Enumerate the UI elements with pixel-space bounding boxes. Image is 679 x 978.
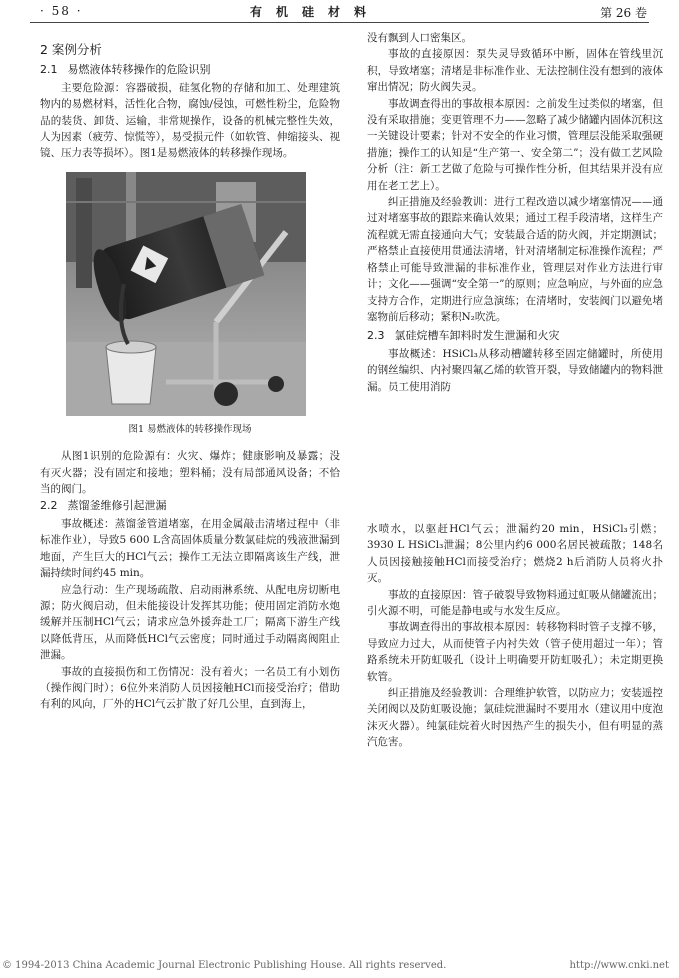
footer-url[interactable]: http://www.cnki.net [569,960,669,971]
page-footer [0,958,679,978]
journal-title: 有机硅材料 [250,5,381,19]
copyright-notice: © 1994-2013 China Academic Journal Electronic Publishing House. All rights reserved. [2,960,447,971]
subsection-number: 2.3 [367,329,385,343]
page-number: · 58 · [40,4,83,18]
paragraph: 事故的直接原因：管子破裂导致物料通过虹吸从储罐流出；引火源不明，可能是静电或与水发生反应。 [367,588,663,617]
section-title: 2 案例分析 [40,42,102,57]
paragraph: 水喷水，以驱赶HCl气云；泄漏约20 min，HSiCl₃引燃；3930 L HSiCl₃泄漏；8公里内约6 000名居民被疏散；148名人员因接触接触HCl而接受治疗；燃烧2 h后消防人员将火扑灭。 [367,522,663,585]
paragraph: 事故调查得出的事故根本原因：之前发生过类似的堵塞，但没有采取措施；变更管理不力——忽略了减少储罐内固体沉积这一关键设计要素；针对不安全的作业习惯，管理层没能采取强硬措施；操作工的认知是“生产第一、安全第二”；没有做工艺风险分析（注：新工艺做了危险与可操作性分析，但其结果并没有应用在老工艺上）。 [367,97,663,192]
paragraph: 事故概述：HSiCl₃从移动槽罐转移至固定储罐时，所使用的钢丝编织、内衬聚四氟乙烯的软管开裂，导致储罐内的物料泄漏。员工使用消防 [367,347,663,393]
paragraph: 没有飘到人口密集区。 [367,32,472,44]
subsection-number: 2.1 [40,63,58,77]
paragraph: 事故的直接原因：泵失灵导致循环中断，固体在管线里沉积，导致堵塞；清堵是非标准作业、无法控制住没有想到的液体窜出情况；防火阀失灵。 [367,48,663,94]
subsection-2-1-heading [40,62,340,78]
subsection-title: 蒸馏釜维修引起泄漏 [67,499,167,513]
page-header [0,0,679,26]
paragraph: 事故的直接损伤和工伤情况：没有着火；一名员工有小划伤（操作阀门时）；6位外来消防人员因接触HCl而接受治疗；借助有利的风向，厂外的HCl气云扩散了好几公里，直到海上， [40,665,340,711]
subsection-title: 氯硅烷槽车卸料时发生泄漏和火灾 [394,329,560,343]
figure-photo [66,172,306,416]
paragraph: 应急行动：生产现场疏散、启动雨淋系统、从配电房切断电源；防火阀启动，但未能接设计发挥其功能；使用固定消防水炮缓解并压制HCl气云；请求应急外援奔赴工厂；隔离下游生产线以降低背压，从而降低HCl气云密度；同时通过手动隔离阀阻止泄漏。 [40,583,340,662]
paragraph: 从图1识别的危险源有：火灾、爆炸；健康影响及暴露；没有灭火器；没有固定和接地；塑料桶；没有局部通风设备；不恰当的阀门。 [40,450,340,496]
paragraph: 纠正措施及经验教训：合理维护软管，以防应力；安装遥控关闭阀以及防虹吸设施；氯硅烷泄漏时不要用水（建议用中度泡沫灭火器）。纯氯硅烷着火时因热产生的损失小，但有明显的蒸汽危害。 [367,687,663,749]
subsection-2-3-heading [367,328,663,344]
paragraph: 纠正措施及经验教训：进行工程改造以减少堵塞情况——通过对堵塞事故的跟踪来确认效果；通过工程手段清堵，这样生产流程就无需直接通向大气；安装最合适的防火阀，并定期测试；严格禁止直接使用贯通法清堵，针对清堵制定标准操作流程；严格禁止可能导致泄漏的非标准作业，管理层对作业方法进行审计；文化——强调“安全第一”的原则；应急响应，与外面的应急支持方合作，定期进行应急演练；在清堵时，安装阀门以避免堵塞物前后移动；紧积N₂吹洗。 [367,196,663,323]
subsection-number: 2.2 [40,499,58,513]
left-column [40,30,340,713]
blank-space [367,395,663,521]
paragraph: 主要危险源：容器破损，硅氢化物的存储和加工、处理建筑物内的易燃材料，活性化合物，腐蚀/侵蚀，可燃性粉尘，危险物品的装货、卸货、运输，非常规操作，设备的机械完整性失效，人为因素（疲劳、惊慌等），易受损元件（如软管、伸缩接头、视镜、压力表等损坏）。图1是易燃液体的转移操作现场。 [40,81,340,160]
figure-caption: 图1 易燃液体的转移操作现场 [128,423,252,435]
paragraph: 事故概述：蒸馏釜管道堵塞，在用金属敲击清堵过程中（非标准作业），导致5 600 L含高固体质量分数氯硅烷的残液泄漏到地面，产生巨大的HCl气云；操作工无法立即隔离该生产线，泄漏持续时间约45 min。 [40,517,340,580]
subsection-title: 易燃液体转移操作的危险识别 [67,63,211,77]
header-rule [30,22,649,23]
right-column [367,30,663,751]
paragraph: 事故调查得出的事故根本原因：转移物料时管子支撑不够，导致应力过大，从而使管子内衬失效（管子使用超过一年）；管路系统未开防虹吸孔（设计上明确要开防虹吸孔）；未定期更换软管。 [367,621,663,683]
subsection-2-2-heading [40,498,340,514]
volume-label: 第 26 卷 [600,6,647,20]
transfer-scene-illustration [66,172,306,416]
